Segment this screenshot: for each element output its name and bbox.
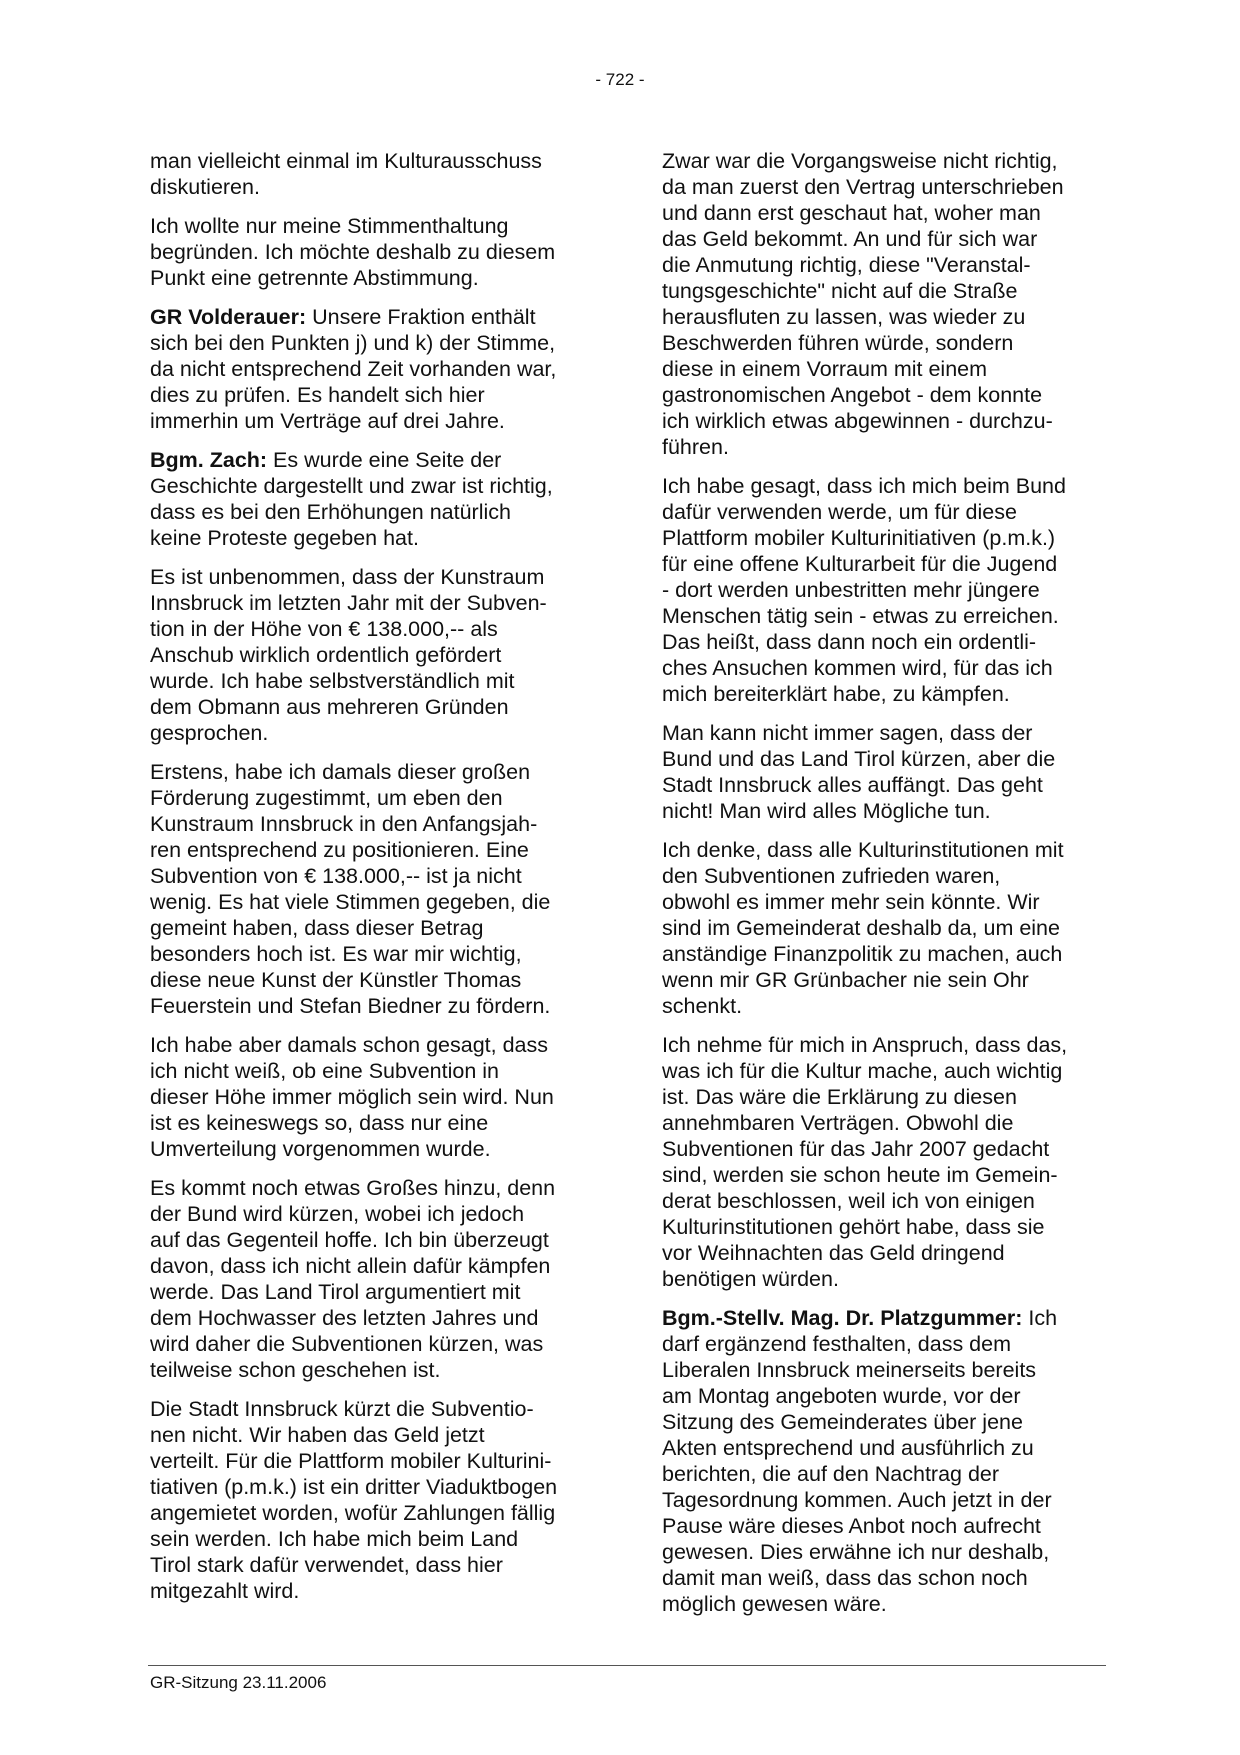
- text-line: [150, 447, 595, 473]
- text-line: ist es keineswegs so, dass nur eine: [150, 1111, 489, 1135]
- text-line: Punkt eine getrennte Abstimmung.: [150, 266, 479, 290]
- text-line: Akten entsprechend und ausführlich zu: [662, 1436, 1034, 1460]
- text-line: damit man weiß, dass das schon noch: [662, 1566, 1028, 1590]
- text-line: berichten, die auf den Nachtrag der: [662, 1462, 1000, 1486]
- text-line: was ich für die Kultur mache, auch wichtig: [662, 1059, 1063, 1083]
- text-line: den Subventionen zufrieden waren,: [662, 864, 1001, 888]
- paragraph: [662, 837, 1104, 1019]
- paragraph: [150, 148, 595, 200]
- text-line: Erstens, habe ich damals dieser großen: [150, 760, 531, 784]
- paragraph: [662, 720, 1104, 824]
- paragraph: [150, 759, 595, 1019]
- text-line: wenig. Es hat viele Stimmen gegeben, die: [150, 890, 551, 914]
- paragraph: [150, 304, 595, 434]
- text-line: gewesen. Dies erwähne ich nur deshalb,: [662, 1540, 1050, 1564]
- text-line: da nicht entsprechend Zeit vorhanden war,: [150, 357, 557, 381]
- text-line: Man kann nicht immer sagen, dass der: [662, 721, 1033, 745]
- text-line: gesprochen.: [150, 721, 269, 745]
- text-line: Ich denke, dass alle Kulturinstitutionen mit: [662, 838, 1064, 862]
- text-line: Zwar war die Vorgangsweise nicht richtig,: [662, 149, 1058, 173]
- text-line: Die Stadt Innsbruck kürzt die Subventio-: [150, 1397, 534, 1421]
- text-line: besonders hoch ist. Es war mir wichtig,: [150, 942, 522, 966]
- text-line: angemietet worden, wofür Zahlungen fällig: [150, 1501, 556, 1525]
- text-line: Beschwerden führen würde, sondern: [662, 331, 1014, 355]
- text-line: ches Ansuchen kommen wird, für das ich: [662, 656, 1053, 680]
- text-line: dem Obmann aus mehreren Gründen: [150, 695, 509, 719]
- text-line: dies zu prüfen. Es handelt sich hier: [150, 383, 485, 407]
- text-line: mitgezahlt wird.: [150, 1579, 300, 1603]
- text-line: man vielleicht einmal im Kulturausschuss: [150, 149, 542, 173]
- paragraph: [662, 1305, 1104, 1617]
- line-text: Ich: [1022, 1306, 1058, 1330]
- text-line: [662, 1305, 1104, 1331]
- text-line: Tirol stark dafür verwendet, dass hier: [150, 1553, 503, 1577]
- text-line: Stadt Innsbruck alles auffängt. Das geht: [662, 773, 1043, 797]
- speaker-name: Bgm.-Stellv. Mag. Dr. Platzgummer:: [662, 1306, 1023, 1330]
- text-line: nicht! Man wird alles Mögliche tun.: [662, 799, 991, 823]
- text-line: der Bund wird kürzen, wobei ich jedoch: [150, 1202, 525, 1226]
- text-line: dem Hochwasser des letzten Jahres und: [150, 1306, 539, 1330]
- paragraph: [150, 1032, 595, 1162]
- paragraph: [662, 473, 1104, 707]
- text-line: Ich habe aber damals schon gesagt, dass: [150, 1033, 549, 1057]
- text-line: Kulturinstitutionen gehört habe, dass sie: [662, 1215, 1045, 1239]
- text-line: Es kommt noch etwas Großes hinzu, denn: [150, 1176, 556, 1200]
- text-line: diese in einem Vorraum mit einem: [662, 357, 988, 381]
- text-line: Tagesordnung kommen. Auch jetzt in der: [662, 1488, 1052, 1512]
- text-line: Anschub wirklich ordentlich gefördert: [150, 643, 502, 667]
- text-line: ren entsprechend zu positionieren. Eine: [150, 838, 529, 862]
- line-text: Unsere Fraktion enthält: [306, 305, 536, 329]
- speaker-name: GR Volderauer:: [150, 305, 307, 329]
- text-line: Ich habe gesagt, dass ich mich beim Bund: [662, 474, 1066, 498]
- text-line: begründen. Ich möchte deshalb zu diesem: [150, 240, 556, 264]
- text-line: dafür verwenden werde, um für diese: [662, 500, 1017, 524]
- text-line: das Geld bekommt. An und für sich war: [662, 227, 1038, 251]
- right-column: [662, 148, 1104, 1630]
- text-line: herausfluten zu lassen, was wieder zu: [662, 305, 1026, 329]
- text-line: sind, werden sie schon heute im Gemein-: [662, 1163, 1058, 1187]
- text-line: verteilt. Für die Plattform mobiler Kulturini-: [150, 1449, 552, 1473]
- text-line: [150, 304, 595, 330]
- text-line: möglich gewesen wäre.: [662, 1592, 887, 1616]
- text-line: diese neue Kunst der Künstler Thomas: [150, 968, 522, 992]
- text-line: Liberalen Innsbruck meinerseits bereits: [662, 1358, 1037, 1382]
- text-line: Geschichte dargestellt und zwar ist richtig,: [150, 474, 553, 498]
- text-line: Feuerstein und Stefan Biedner zu fördern.: [150, 994, 551, 1018]
- line-text: Es wurde eine Seite der: [267, 448, 502, 472]
- footer-session-date: GR-Sitzung 23.11.2006: [150, 1673, 327, 1692]
- text-line: dass es bei den Erhöhungen natürlich: [150, 500, 511, 524]
- paragraph: [150, 564, 595, 746]
- left-column: [150, 148, 595, 1617]
- text-line: Das heißt, dass dann noch ein ordentli-: [662, 630, 1037, 654]
- text-line: da man zuerst den Vertrag unterschrieben: [662, 175, 1064, 199]
- text-line: Es ist unbenommen, dass der Kunstraum: [150, 565, 545, 589]
- text-line: Pause wäre dieses Anbot noch aufrecht: [662, 1514, 1041, 1538]
- text-line: gemeint haben, dass dieser Betrag: [150, 916, 484, 940]
- text-line: schenkt.: [662, 994, 743, 1018]
- text-line: Subventionen für das Jahr 2007 gedacht: [662, 1137, 1050, 1161]
- text-line: am Montag angeboten wurde, vor der: [662, 1384, 1021, 1408]
- text-line: davon, dass ich nicht allein dafür kämpfen: [150, 1254, 551, 1278]
- text-line: immerhin um Verträge auf drei Jahre.: [150, 409, 505, 433]
- text-line: anständige Finanzpolitik zu machen, auch: [662, 942, 1063, 966]
- text-line: auf das Gegenteil hoffe. Ich bin überzeugt: [150, 1228, 549, 1252]
- speaker-name: Bgm. Zach:: [150, 448, 268, 472]
- text-line: ich nicht weiß, ob eine Subvention in: [150, 1059, 499, 1083]
- text-line: vor Weihnachten das Geld dringend: [662, 1241, 1005, 1265]
- text-line: derat beschlossen, weil ich von einigen: [662, 1189, 1035, 1213]
- text-line: Subvention von € 138.000,-- ist ja nicht: [150, 864, 522, 888]
- text-line: sein werden. Ich habe mich beim Land: [150, 1527, 519, 1551]
- text-line: dieser Höhe immer möglich sein wird. Nun: [150, 1085, 554, 1109]
- text-line: Ich wollte nur meine Stimmenthaltung: [150, 214, 509, 238]
- text-line: gastronomischen Angebot - dem konnte: [662, 383, 1043, 407]
- text-line: werde. Das Land Tirol argumentiert mit: [150, 1280, 521, 1304]
- text-line: Sitzung des Gemeinderates über jene: [662, 1410, 1023, 1434]
- paragraph: [150, 447, 595, 551]
- text-line: ich wirklich etwas abgewinnen - durchzu-: [662, 409, 1053, 433]
- paragraph: [150, 1175, 595, 1383]
- text-line: benötigen würden.: [662, 1267, 839, 1291]
- text-line: Bund und das Land Tirol kürzen, aber die: [662, 747, 1056, 771]
- text-line: tiativen (p.m.k.) ist ein dritter Viaduktbogen: [150, 1475, 558, 1499]
- text-line: Plattform mobiler Kulturinitiativen (p.m.k.): [662, 526, 1056, 550]
- paragraph: [150, 213, 595, 291]
- text-line: Menschen tätig sein - etwas zu erreichen.: [662, 604, 1059, 628]
- paragraph: [150, 1396, 595, 1604]
- text-line: ist. Das wäre die Erklärung zu diesen: [662, 1085, 1017, 1109]
- text-line: tungsgeschichte" nicht auf die Straße: [662, 279, 1018, 303]
- text-line: keine Proteste gegeben hat.: [150, 526, 419, 550]
- text-line: sich bei den Punkten j) und k) der Stimme,: [150, 331, 556, 355]
- text-line: darf ergänzend festhalten, dass dem: [662, 1332, 1011, 1356]
- text-line: Ich nehme für mich in Anspruch, dass das,: [662, 1033, 1068, 1057]
- text-line: wurde. Ich habe selbstverständlich mit: [150, 669, 515, 693]
- text-line: tion in der Höhe von € 138.000,-- als: [150, 617, 498, 641]
- text-line: teilweise schon geschehen ist.: [150, 1358, 441, 1382]
- text-line: nen nicht. Wir haben das Geld jetzt: [150, 1423, 485, 1447]
- text-line: diskutieren.: [150, 175, 260, 199]
- text-line: Innsbruck im letzten Jahr mit der Subven-: [150, 591, 547, 615]
- text-line: annehmbaren Verträgen. Obwohl die: [662, 1111, 1014, 1135]
- text-line: wird daher die Subventionen kürzen, was: [150, 1332, 544, 1356]
- text-line: und dann erst geschaut hat, woher man: [662, 201, 1041, 225]
- text-line: die Anmutung richtig, diese "Veranstal-: [662, 253, 1031, 277]
- text-line: wenn mir GR Grünbacher nie sein Ohr: [662, 968, 1029, 992]
- text-line: Umverteilung vorgenommen wurde.: [150, 1137, 491, 1161]
- paragraph: [662, 148, 1104, 460]
- page-number: - 722 -: [595, 70, 645, 89]
- text-line: Kunstraum Innsbruck in den Anfangsjah-: [150, 812, 538, 836]
- text-line: Förderung zugestimmt, um eben den: [150, 786, 503, 810]
- text-line: obwohl es immer mehr sein könnte. Wir: [662, 890, 1040, 914]
- paragraph: [662, 1032, 1104, 1292]
- text-line: führen.: [662, 435, 729, 459]
- text-line: sind im Gemeinderat deshalb da, um eine: [662, 916, 1060, 940]
- text-line: - dort werden unbestritten mehr jüngere: [662, 578, 1040, 602]
- footer-divider: [148, 1665, 1106, 1666]
- text-line: mich bereiterklärt habe, zu kämpfen.: [662, 682, 1010, 706]
- text-line: für eine offene Kulturarbeit für die Jugend: [662, 552, 1058, 576]
